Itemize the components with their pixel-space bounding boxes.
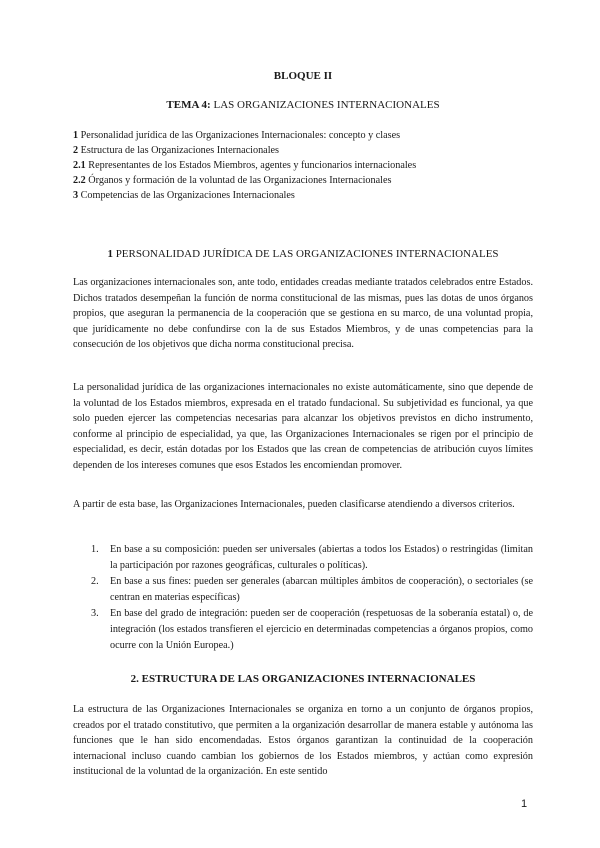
- section1-paragraph: Las organizaciones internacionales son, ante todo, entidades creadas mediante tratados celebrados entre Estados. Dichos tratados desempeñan la función de norma constitucional de las mismas, pues las dotas de unos órganos propios, que aseguran la permanencia de la cooperación que se gestiona en su marco, de una voluntad propia, que jurídicamente no debe confundirse con la de sus Estados Miembros, y de unas competencias para la consecución de los objetivos que dicha norma constitucional precisa.: [73, 277, 533, 351]
- section1-heading-text: PERSONALIDAD JURÍDICA DE LAS ORGANIZACIONES INTERNACIONALES: [115, 248, 499, 260]
- table-of-contents: [73, 128, 533, 203]
- section1-heading: [73, 248, 533, 260]
- toc-item-num: 2.1: [73, 160, 86, 171]
- list-item-text: En base a su composición: pueden ser universales (abiertas a todos los Estados) o restringidas (limitan la participación por razones geográficas, culturales o políticas).: [110, 544, 533, 571]
- list-item-text: En base del grado de integración: pueden ser de cooperación (respetuosas de la soberanía estatal) o, de integración (los estados transfieren el ejercicio en determinadas competencias a órganos propios, como ocurre con la Unión Europea.): [110, 608, 533, 651]
- bloque-title: BLOQUE II: [273, 70, 333, 82]
- list-item-num: 3.: [91, 608, 99, 620]
- section2-heading: 2. ESTRUCTURA DE LAS ORGANIZACIONES INTERNACIONALES: [130, 673, 476, 685]
- toc-item-num: 1: [73, 130, 79, 141]
- tema-label: TEMA 4:: [166, 99, 211, 111]
- section1-paragraph: La personalidad jurídica de las organizaciones internacionales no existe automáticamente, sino que depende de la voluntad de los Estados miembros, expresada en el tratado fundacional. Su subjetividad es funcional, ya que solo pueden ejercer las competencias necesarias para alcanzar los objetivos previstos en dicho instrumento, conforme al principio de especialidad, ya que, las Organizaciones Internacionales se rigen por el principio de especialidad, es decir, están dotadas por los Estados que las crean de competencias de atribución cuyos límites dependen de los intereses comunes que esos Estados les encomiendan promover.: [73, 382, 533, 471]
- toc-item-num: 3: [73, 190, 79, 201]
- list-item: [73, 574, 533, 605]
- section1-heading-num: 1: [107, 248, 113, 260]
- toc-item-text: Personalidad jurídica de las Organizaciones Internacionales: concepto y clases: [80, 130, 401, 141]
- list-item-num: 2.: [91, 576, 99, 588]
- page-number: 1: [521, 798, 528, 810]
- toc-item-num: 2: [73, 145, 79, 156]
- section2-paragraph: La estructura de las Organizaciones Internacionales se organiza en torno a un conjunto de órganos propios, creados por el tratado constitutivo, que permiten a la organización desarrollar de manera estable y autónoma las funciones que le han sido encomendadas. Estos órganos garantizan la continuidad de la cooperación internacional incluso cuando cambian los gobiernos de los Estados miembros, y actúan como expresión institucional de la voluntad de la organización. En este sentido: [73, 704, 533, 778]
- toc-item-num: 2.2: [73, 175, 86, 186]
- toc-item: [73, 173, 533, 188]
- toc-item-text: Representantes de los Estados Miembros, agentes y funcionarios internacionales: [88, 160, 417, 171]
- list-item-num: 1.: [91, 544, 99, 555]
- section1-paragraph: A partir de esta base, las Organizaciones Internacionales, pueden clasificarse atendiendo a diversos criterios.: [73, 499, 515, 510]
- list-item: [73, 606, 533, 653]
- toc-item: [73, 188, 533, 203]
- toc-item-text: Estructura de las Organizaciones Internacionales: [80, 145, 280, 156]
- list-item-text: En base a sus fines: pueden ser generales (abarcan múltiples ámbitos de cooperación), o sectoriales (se centran en materias específicas): [110, 576, 533, 603]
- toc-item: [73, 143, 533, 158]
- toc-item: [73, 158, 533, 173]
- toc-item-text: Competencias de las Organizaciones Internacionales: [80, 190, 295, 201]
- list-item: [73, 542, 533, 573]
- criteria-list: [73, 542, 533, 654]
- tema-title: [73, 99, 533, 111]
- tema-name: LAS ORGANIZACIONES INTERNACIONALES: [213, 99, 440, 111]
- toc-item-text: Órganos y formación de la voluntad de las Organizaciones Internacionales: [88, 175, 392, 186]
- toc-item: [73, 128, 533, 143]
